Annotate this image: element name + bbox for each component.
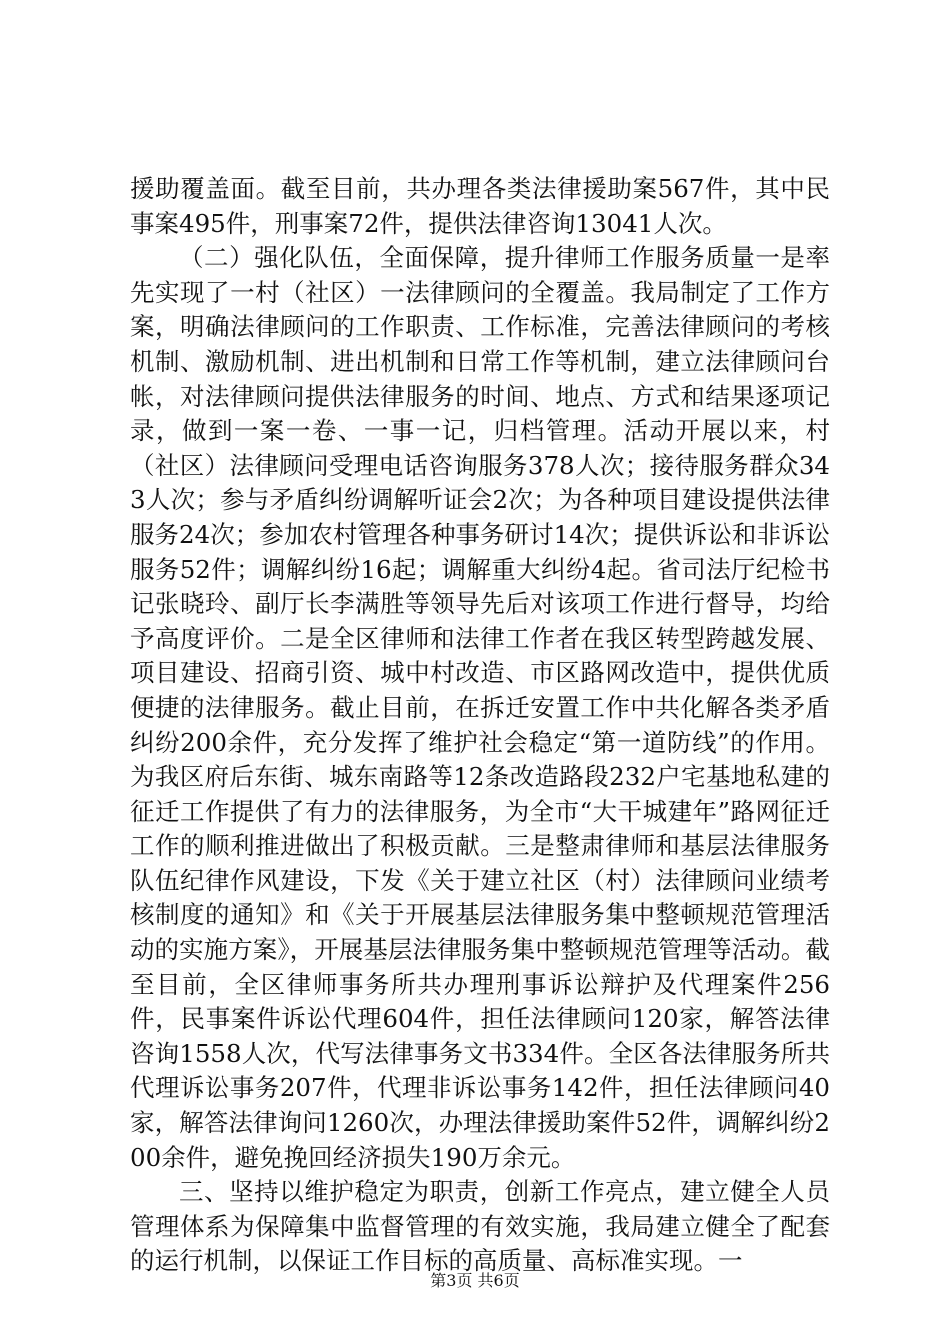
paragraph-2: （二）强化队伍，全面保障，提升律师工作服务质量一是率先实现了一村（社区）一法律顾问的全覆盖。我局制定了工作方案，明确法律顾问的工作职责、工作标准，完善法律顾问的考核机制、激励机制、进出机制和日常工作等机制，建立法律顾问台帐，对法律顾问提供法律服务的时间、地点、方式和结果逐项记录，做到一案一卷、一事一记，归档管理。活动开展以来，村（社区）法律顾问受理电话咨询服务378人次；接待服务群众343人次；参与矛盾纠纷调解听证会2次；为各种项目建设提供法律服务24次；参加农村管理各种事务研讨14次；提供诉讼和非诉讼服务52件；调解纠纷16起；调解重大纠纷4起。省司法厅纪检书记张晓玲、副厅长李满胜等领导先后对该项工作进行督导，均给予高度评价。二是全区律师和法律工作者在我区转型跨越发展、项目建设、招商引资、城中村改造、市区路网改造中，提供优质便捷的法律服务。截止目前，在拆迁安置工作中共化解各类矛盾纠纷200余件，充分发挥了维护社会稳定“第一道防线”的作用。为我区府后东街、城东南路等12条改造路段232户宅基地私建的征迁工作提供了有力的法律服务，为全市“大干城建年”路网征迁工作的顺利推进做出了积极贡献。三是整肃律师和基层法律服务队伍纪律作风建设，下发《关于建立社区（村）法律顾问业绩考核制度的通知》和《关于开展基层法律服务集中整顿规范管理活动的实施方案》，开展基层法律服务集中整顿规范管理等活动。截至目前，全区律师事务所共办理刑事诉讼辩护及代理案件256件，民事案件诉讼代理604件，担任法律顾问120家，解答法律咨询1558人次，代写法律事务文书334件。全区各法律服务所共代理诉讼事务207件，代理非诉讼事务142件，担任法律顾问40家，解答法律询问1260次，办理法律援助案件52件，调解纠纷200余件，避免挽回经济损失190万余元。 [130, 243, 830, 1172]
paragraph-1: 援助覆盖面。截至目前，共办理各类法律援助案567件，其中民事案495件，刑事案72件，提供法律咨询13041人次。 [130, 174, 830, 238]
document-body [130, 172, 830, 1279]
page-footer: 第3页 共6页 [430, 1271, 520, 1290]
paragraph-3: 三、坚持以维护稳定为职责，创新工作亮点，建立健全人员管理体系为保障集中监督管理的有效实施，我局建立健全了配套的运行机制，以保证工作目标的高质量、高标准实现。一 [130, 1177, 830, 1276]
